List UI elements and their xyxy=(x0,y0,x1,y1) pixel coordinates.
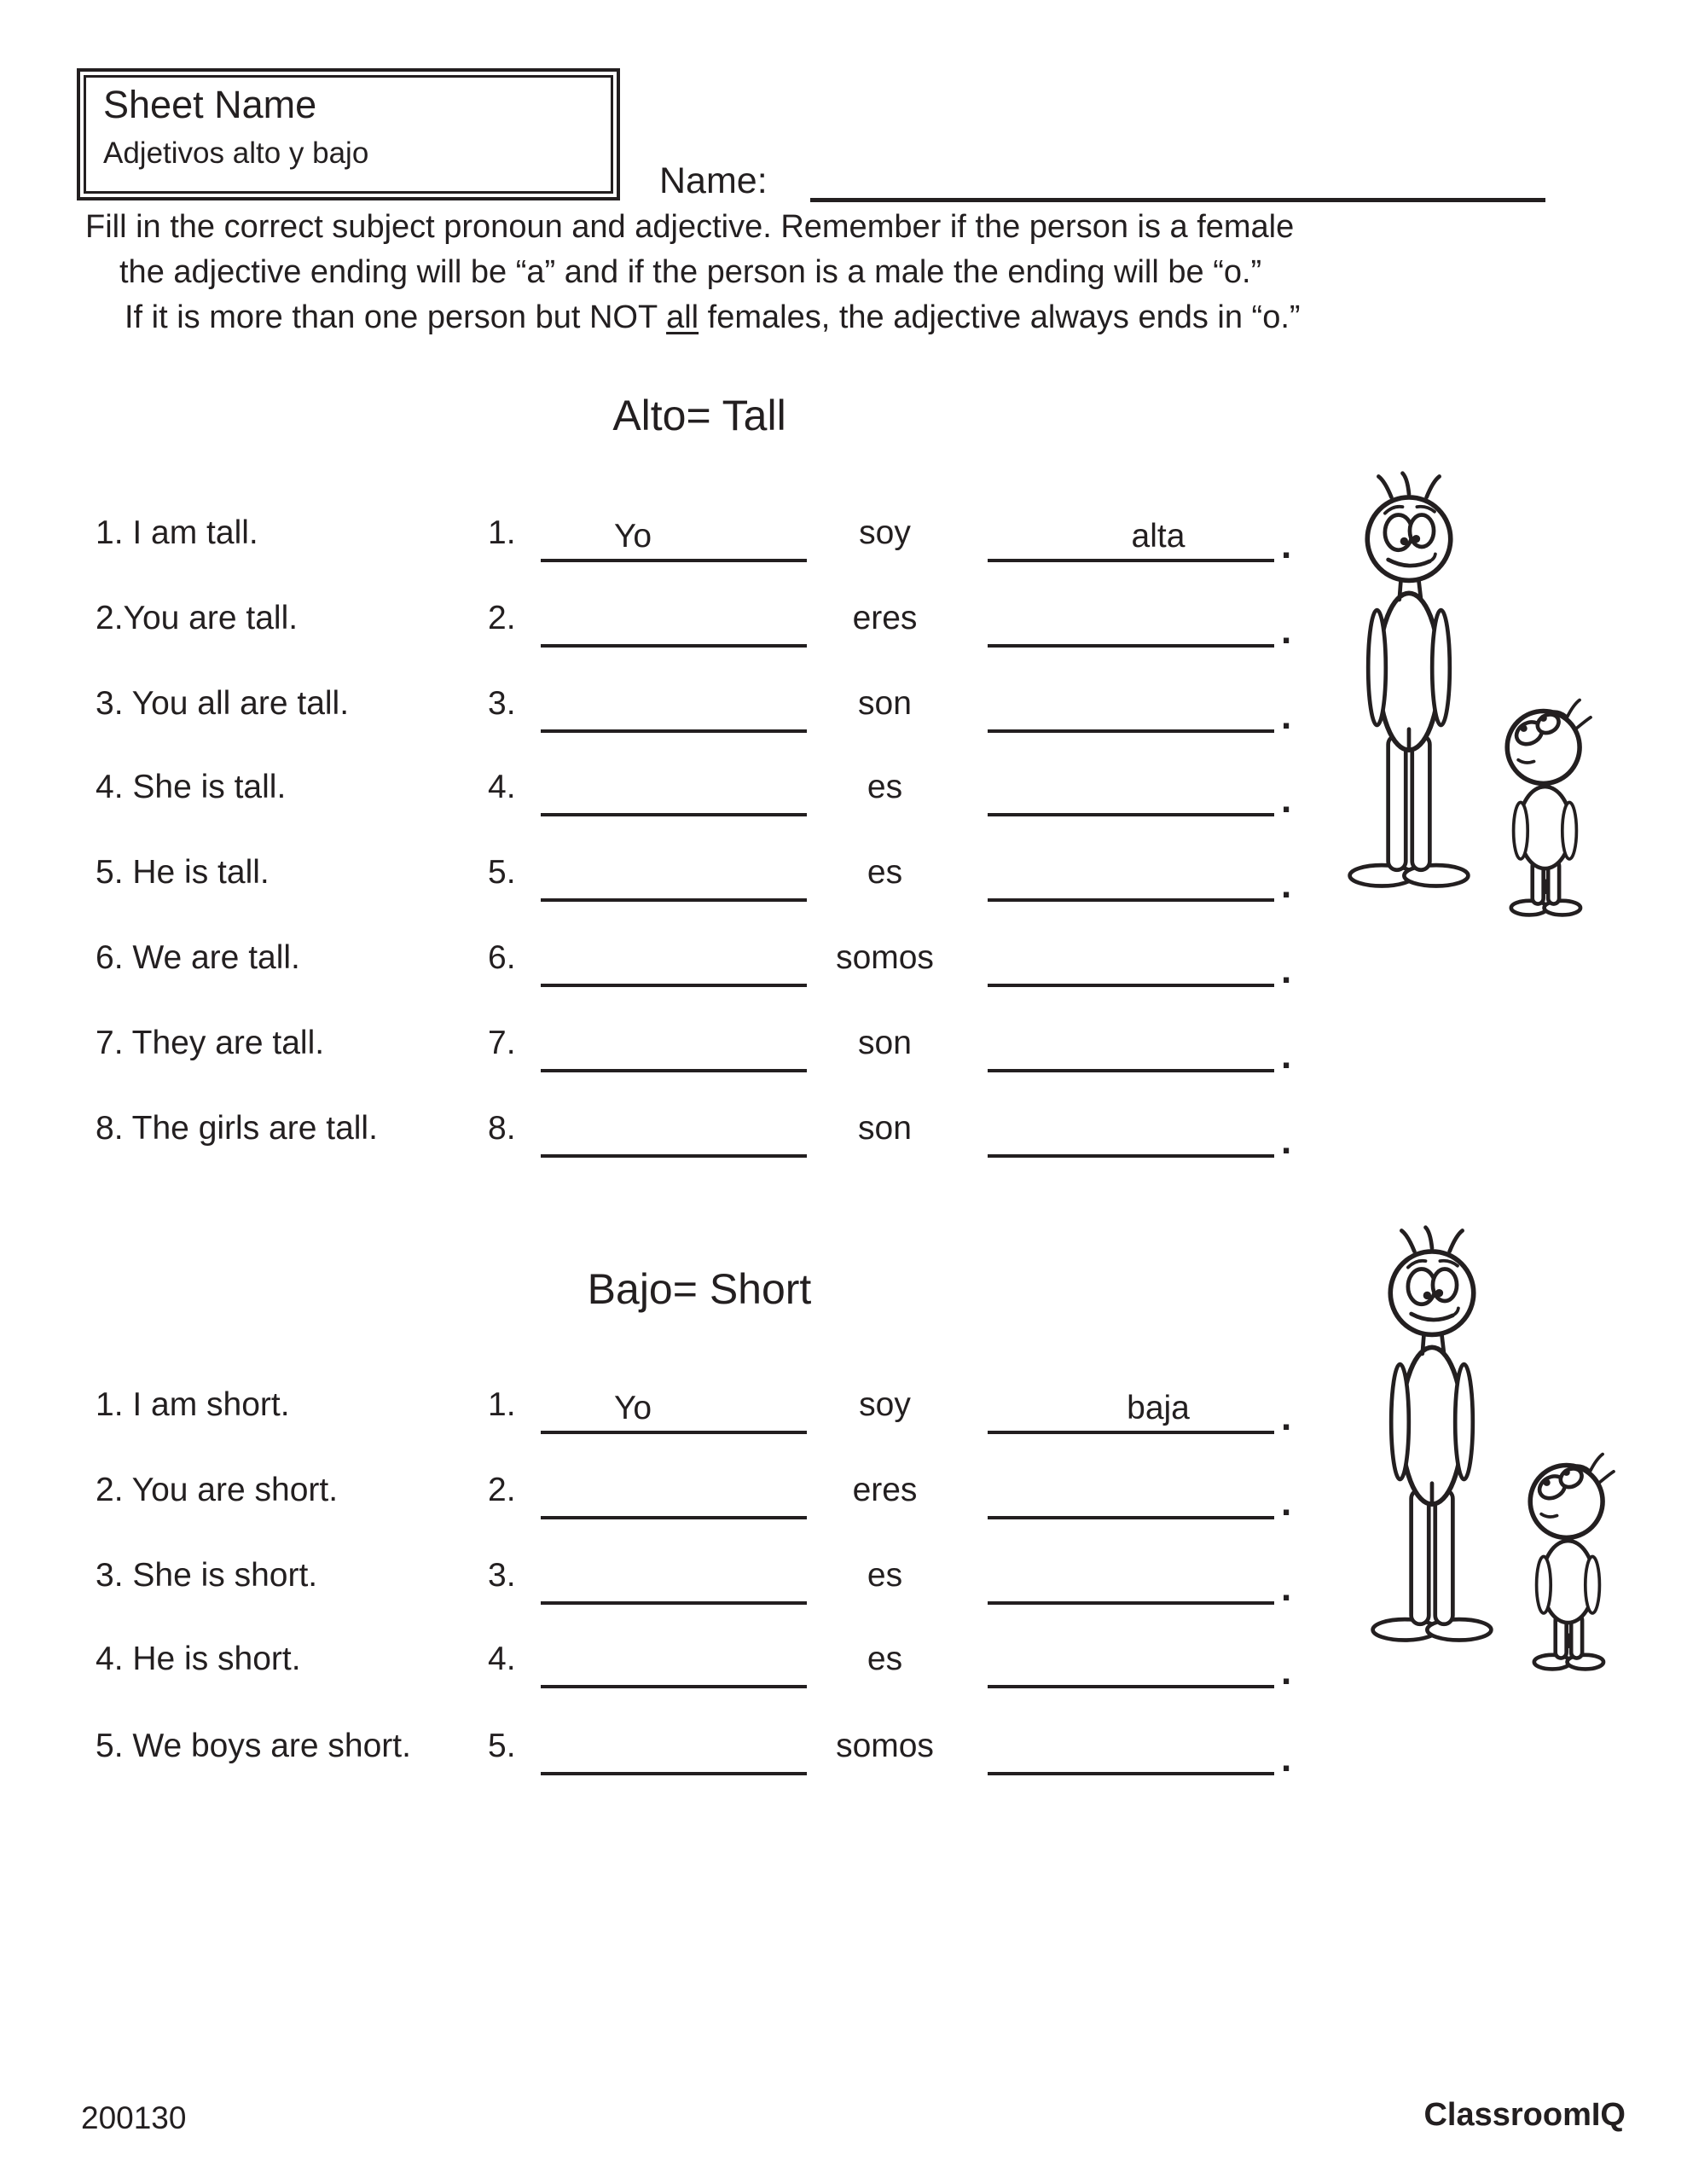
instructions-underlined-word: all xyxy=(666,299,699,335)
period: . xyxy=(1281,610,1292,652)
pronoun-blank[interactable] xyxy=(541,1025,807,1072)
item-number: 2. xyxy=(488,1472,516,1508)
pronoun-answer: Yo xyxy=(613,1390,652,1426)
adjective-blank[interactable] xyxy=(988,1110,1274,1158)
english-prompt: 1. I am short. xyxy=(96,1386,290,1423)
verb-label: somos xyxy=(836,1728,934,1764)
sheet-name-box-inner xyxy=(84,75,613,194)
adjective-blank[interactable] xyxy=(988,1472,1274,1519)
instructions-line-3-post: females, the adjective always ends in “o.” xyxy=(699,299,1301,335)
adjective-answer: alta xyxy=(1131,518,1186,555)
verb-label: soy xyxy=(859,1386,911,1423)
pronoun-blank[interactable] xyxy=(541,514,807,562)
item-number: 5. xyxy=(488,854,516,891)
period: . xyxy=(1281,1567,1292,1609)
english-prompt: 7. They are tall. xyxy=(96,1025,325,1061)
pronoun-blank[interactable] xyxy=(541,1641,807,1688)
verb-label: eres xyxy=(852,600,918,636)
pronoun-answer: Yo xyxy=(613,518,652,555)
pronoun-blank[interactable] xyxy=(541,854,807,902)
english-prompt: 2.You are tall. xyxy=(96,600,299,636)
period: . xyxy=(1281,1482,1292,1524)
alto-row-6 xyxy=(0,939,1687,989)
tall-person-figure xyxy=(1368,1222,1496,1662)
period: . xyxy=(1281,1035,1292,1077)
adjective-blank[interactable] xyxy=(988,854,1274,902)
period: . xyxy=(1281,1120,1292,1162)
instructions-line-1: Fill in the correct subject pronoun and adjective. Remember if the person is a female xyxy=(85,209,1295,245)
english-prompt: 5. He is tall. xyxy=(96,854,270,891)
period: . xyxy=(1281,1397,1292,1438)
verb-label: es xyxy=(867,1641,903,1677)
sheet-name-box xyxy=(77,68,620,200)
adjective-blank[interactable] xyxy=(988,1386,1274,1434)
item-number: 8. xyxy=(488,1110,516,1147)
alto-section-heading: Alto= Tall xyxy=(612,392,786,439)
pronoun-blank[interactable] xyxy=(541,600,807,648)
english-prompt: 1. I am tall. xyxy=(96,514,258,551)
short-person-figure xyxy=(1520,1449,1616,1674)
item-number: 7. xyxy=(488,1025,516,1061)
verb-label: eres xyxy=(852,1472,918,1508)
adjective-blank[interactable] xyxy=(988,939,1274,987)
verb-label: son xyxy=(858,1025,912,1061)
period: . xyxy=(1281,864,1292,906)
item-number: 2. xyxy=(488,600,516,636)
alto-figures xyxy=(1335,468,1616,928)
adjective-blank[interactable] xyxy=(988,685,1274,733)
pronoun-blank[interactable] xyxy=(541,1557,807,1605)
item-number: 3. xyxy=(488,685,516,722)
instructions-line-3-pre: If it is more than one person but NOT xyxy=(125,299,667,335)
alto-row-8 xyxy=(0,1110,1687,1162)
adjective-blank[interactable] xyxy=(988,514,1274,562)
period: . xyxy=(1281,1738,1292,1780)
pronoun-blank[interactable] xyxy=(541,1472,807,1519)
verb-label: es xyxy=(867,854,903,891)
bajo-figures xyxy=(1358,1222,1639,1682)
short-person-figure xyxy=(1497,695,1593,920)
item-number: 6. xyxy=(488,939,516,976)
adjective-blank[interactable] xyxy=(988,1025,1274,1072)
item-number: 1. xyxy=(488,514,516,551)
pronoun-blank[interactable] xyxy=(541,1386,807,1434)
sheet-name-label: Sheet Name xyxy=(103,83,317,126)
item-number: 3. xyxy=(488,1557,516,1594)
pronoun-blank[interactable] xyxy=(541,1728,807,1775)
period: . xyxy=(1281,525,1292,566)
bajo-section-heading: Bajo= Short xyxy=(587,1265,812,1313)
english-prompt: 3. You all are tall. xyxy=(96,685,350,722)
adjective-blank[interactable] xyxy=(988,1728,1274,1775)
period: . xyxy=(1281,950,1292,991)
adjective-blank[interactable] xyxy=(988,600,1274,648)
item-number: 5. xyxy=(488,1728,516,1764)
item-number: 4. xyxy=(488,769,516,805)
period: . xyxy=(1281,695,1292,737)
name-label: Name: xyxy=(659,160,768,201)
verb-label: soy xyxy=(859,514,911,551)
pronoun-blank[interactable] xyxy=(541,685,807,733)
pronoun-blank[interactable] xyxy=(541,1110,807,1158)
verb-label: es xyxy=(867,769,903,805)
english-prompt: 3. She is short. xyxy=(96,1557,318,1594)
verb-label: somos xyxy=(836,939,934,976)
adjective-answer: baja xyxy=(1127,1390,1190,1426)
instructions-line-3 xyxy=(125,299,1301,336)
english-prompt: 5. We boys are short. xyxy=(96,1728,411,1764)
pronoun-blank[interactable] xyxy=(541,769,807,816)
english-prompt: 6. We are tall. xyxy=(96,939,300,976)
verb-label: son xyxy=(858,1110,912,1147)
instructions-line-2: the adjective ending will be “a” and if the person is a male the ending will be “o.” xyxy=(119,254,1262,290)
english-prompt: 4. He is short. xyxy=(96,1641,301,1677)
footer-code: 200130 xyxy=(81,2100,187,2135)
verb-label: son xyxy=(858,685,912,722)
item-number: 4. xyxy=(488,1641,516,1677)
adjective-blank[interactable] xyxy=(988,769,1274,816)
english-prompt: 8. The girls are tall. xyxy=(96,1110,378,1147)
period: . xyxy=(1281,1651,1292,1693)
name-input-line[interactable] xyxy=(810,157,1545,202)
verb-label: es xyxy=(867,1557,903,1594)
tall-person-figure xyxy=(1345,468,1473,908)
english-prompt: 2. You are short. xyxy=(96,1472,339,1508)
adjective-blank[interactable] xyxy=(988,1557,1274,1605)
pronoun-blank[interactable] xyxy=(541,939,807,987)
bajo-row-5 xyxy=(0,1728,1687,1780)
sheet-title: Adjetivos alto y bajo xyxy=(103,136,369,170)
period: . xyxy=(1281,779,1292,821)
alto-row-7 xyxy=(0,1025,1687,1077)
footer-brand: ClassroomIQ xyxy=(1423,2097,1626,2133)
adjective-blank[interactable] xyxy=(988,1641,1274,1688)
english-prompt: 4. She is tall. xyxy=(96,769,287,805)
item-number: 1. xyxy=(488,1386,516,1423)
